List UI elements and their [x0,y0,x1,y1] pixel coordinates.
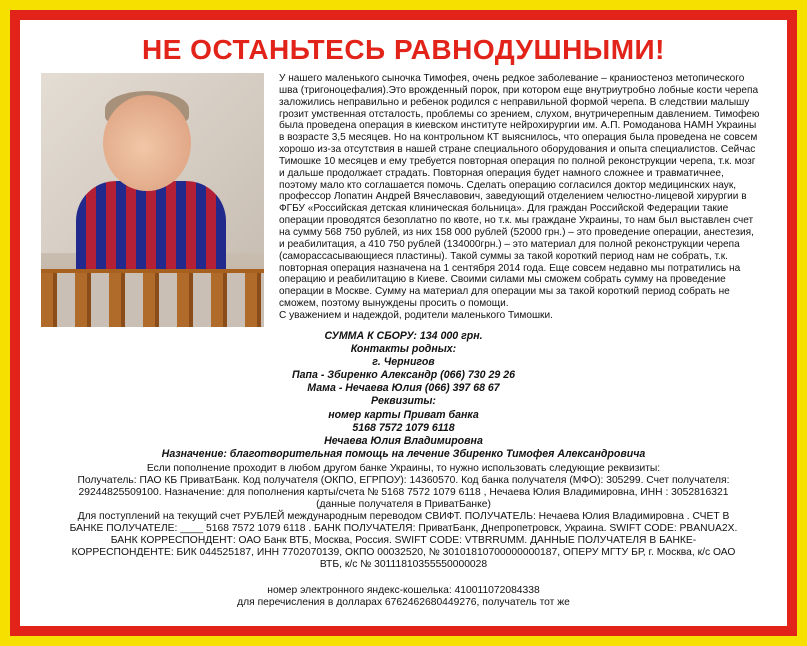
requisites-heading: Реквизиты: [371,395,436,408]
contact-mother: Мама - Нечаева Юлия (066) 397 68 67 [307,382,500,395]
child-photo [41,73,264,327]
yandex-wallet: номер электронного яндекс-кошелька: 410011072084338 [267,585,540,596]
story-line: поэтому мало кто соглашается помочь. Сделать операцию согласился доктор медицинских наук, [279,179,737,191]
story-line: и реабилитация, а 410 750 рублей (134000грн.) – это материал для полной реконструкции черепа [279,238,740,250]
photo-face [103,95,191,191]
story-line: операции проводятся безоплатно по квоте, но т.к. мы граждане Украины, то нам был выставлен счет [279,215,754,227]
story-line: была проведена операция в киевском институте нейрохирургии им. А.П. Ромоданова НАМН Украины [279,120,757,132]
story-line: грозит умственная отсталость, проблемы со зрением, слухом, внутричерепным давлением. Тимофею [279,108,760,120]
story-line: операции в Москве. Сумму на материал для операции мы за такой короткий период собрать не [279,286,730,298]
fundraising-sum: СУММА К СБОРУ: 134 000 грн. [324,330,483,342]
story-line: повторная операция назначена на 1 сентября 2014 года. Еще совсем недавно мы потратились на [279,262,741,274]
bank-details [50,463,757,571]
bank-line: Для поступлений на текущий счет РУБЛЕЙ международным переводом СВИФТ. ПОЛУЧАТЕЛЬ: Нечаева Юлия Владимировна . СЧЕТ В [77,511,730,523]
bank-line: ВТБ, к/с № 30111810355550000028 [319,559,488,571]
story-line: и дальше продолжает страдать. Повторная операция будет намного сложнее и травматичнее, [279,167,724,179]
story-line: ФГБУ «Российская детская клиническая больница». Для граждан Российской Федерации такие [279,203,729,215]
bank-line: (данные получателя в ПриватБанке) [316,499,491,511]
card-number: 5168 7572 1079 6118 [352,421,455,434]
contacts-block [20,330,787,461]
poster-title: НЕ ОСТАНЬТЕСЬ РАВНОДУШНЫМИ! [142,34,665,65]
bank-line: БАНК КОРРЕСПОНДЕНТ: ОАО Банк ВТБ, Москва, Россия. SWIFT CODE: VTBRRUMM. ДАННЫЕ ПОЛУЧАТЕЛЯ В БАНКЕ- [110,535,697,547]
photo-crib [41,273,264,327]
story-line: сможем, поэтому вынуждены просить о помощи. [279,298,509,310]
story-text [279,73,779,322]
dollar-account: для перечисления в долларах 6762462680449276, получатель тот же [237,597,570,609]
story-line: хорошо из-за отсутствия в нашей стране специального оборудования и опыта специалистов. Сейчас [279,144,756,156]
story-line: У нашего маленького сыночка Тимофея, очень редкое заболевание – краниостеноз метопического [279,73,745,84]
story-line: шва (тригоноцефалия).Это врожденный порок, при котором еще внутриутробно лобные кости черепа [279,84,759,96]
bank-line: Получатель: ПАО КБ ПриватБанк. Код получателя (ОКПО, ЕГРПОУ): 14360570. Код банка получателя (МФО): 305299. Счет получателя: [77,475,730,487]
bank-line: КОРРЕСПОНДЕНТЕ: БИК 044525187, ИНН 7702070139, ОКПО 00032520, № 30101810700000000187, ОПЕРУ МГТУ БР, г. Москва, к/с ОАО [71,547,736,559]
contact-father: Папа - Збиренко Александр (066) 730 29 26 [292,369,515,382]
bank-line: БАНКЕ ПОЛУЧАТЕЛЕ: ____ 5168 7572 1079 6118 . БАНК ПОЛУЧАТЕЛЯ: ПриватБанк, Днепропетровск, Украина. SWIFT CODE: PBANUA2X. [69,523,738,535]
bank-line: 29244825509100. Назначение: для пополнения карты/счета № 5168 7572 1079 6118 , Нечаева Юлия Владимировна, ИНН : 3052816321 [78,487,729,499]
payment-purpose: Назначение: благотворительная помощь на лечение Збиренко Тимофея Александровича [161,447,646,460]
story-line: заложились неправильно и ребенок родился с неправильной формой черепа. В следствии малышу [279,96,750,108]
story-line: на сумму 568 750 рублей, из них 158 000 рублей (52000 грн.) – это проведение операции, анестезия, [279,226,754,238]
story-line: профессор Лопатин Андрей Вячеславович, заведующий отделением челюстно-лицевой хирургии в [279,191,747,203]
story-line: (саморассасывающиеся пластины). Такой суммы за такой короткий период нам не собрать, т.к. [279,250,728,262]
card-label: номер карты Приват банка [328,408,479,421]
story-line: в возрасте 3,5 месяцев. Но на контрольном КТ выяснилось, что операция была проведена не совсем [279,132,758,144]
story-line: Тимошке 10 месяцев и ему требуется повторная операция по полной реконструкции черепа, т.к. мозг [279,155,756,167]
poster-body [20,20,787,626]
card-holder: Нечаева Юлия Владимировна [324,434,483,447]
story-signature: С уважением и надеждой, родители маленького Тимошки. [279,309,553,321]
wallet-details [20,585,787,610]
bank-line: Если пополнение проходит в любом другом банке Украины, то нужно использовать следующие реквизиты: [146,463,661,474]
contacts-heading: Контакты родных: [350,343,457,356]
story-line: операцию и реабилитацию в Киеве. Своими силами мы сможем собрать сумму на проведение [279,274,726,286]
contacts-city: г. Чернигов [372,356,435,369]
